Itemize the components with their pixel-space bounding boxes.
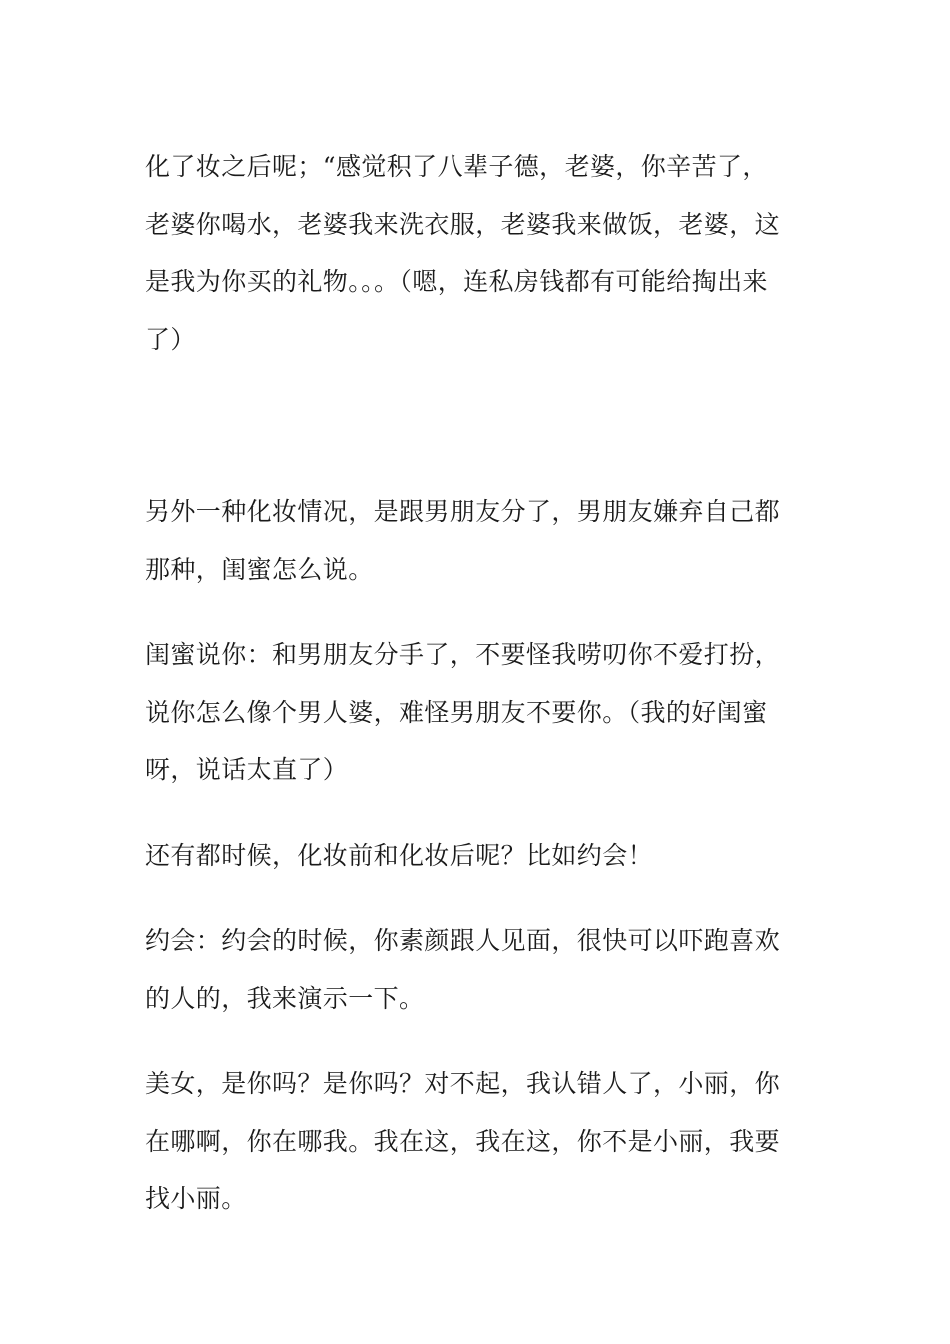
paragraph-breakup: 另外一种化妆情况，是跟男朋友分了，男朋友嫌弃自己都那种，闺蜜怎么说。 [145, 497, 781, 584]
paragraph-spacer [145, 884, 790, 912]
body-text [145, 138, 790, 1228]
paragraph-dating-intro: 还有都时候，化妆前和化妆后呢？比如约会！ [145, 840, 654, 870]
paragraph-spacer [145, 368, 790, 483]
paragraph-dating: 约会：约会的时候，你素颜跟人见面，很快可以吓跑喜欢的人的，我来演示一下。 [145, 926, 781, 1013]
paragraph-spacer [145, 799, 790, 827]
paragraph-spacer [145, 1027, 790, 1055]
paragraph-bestie-says: 闺蜜说你：和男朋友分手了，不要怪我唠叨你不爱打扮，说你怎么像个男人婆，难怪男朋友不要你。（我的好闺蜜呀，说话太直了） [145, 640, 781, 784]
paragraph-after-makeup: 化了妆之后呢；“感觉积了八辈子德，老婆，你辛苦了，老婆你喝水，老婆我来洗衣服，老婆我来做饭，老婆，这是我为你买的礼物。。。（嗯，连私房钱都有可能给掏出来了） [145, 152, 781, 354]
paragraph-spacer [145, 598, 790, 626]
paragraph-demo: 美女，是你吗？是你吗？对不起，我认错人了，小丽，你在哪啊，你在哪我。我在这，我在这，你不是小丽，我要找小丽。 [145, 1069, 781, 1213]
